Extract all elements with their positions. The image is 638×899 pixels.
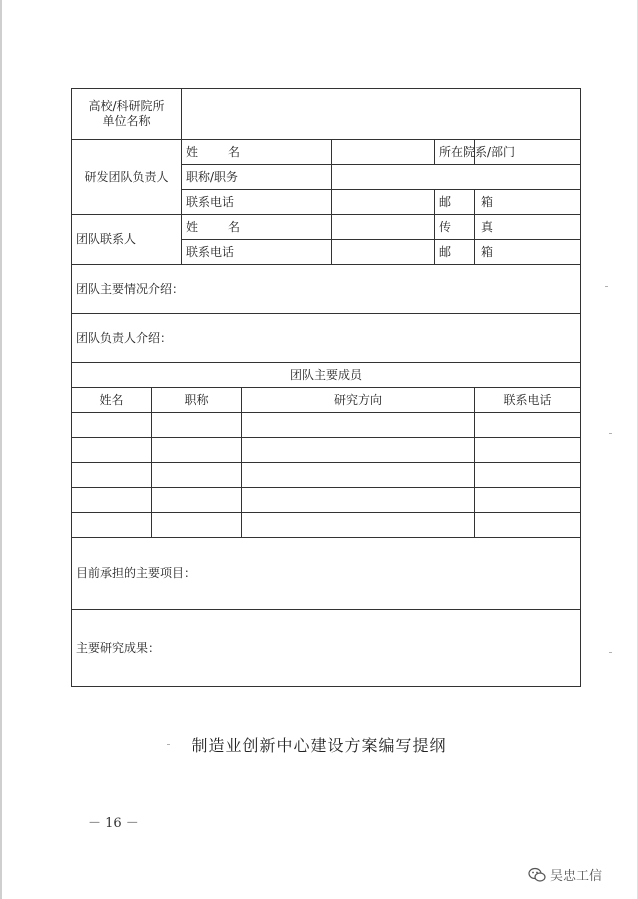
- member-research-cell[interactable]: [242, 488, 475, 513]
- member-col-title: 职称: [152, 388, 242, 413]
- member-research-cell[interactable]: [242, 513, 475, 538]
- unit-name-label: 高校/科研院所 单位名称: [72, 89, 182, 140]
- member-phone-cell[interactable]: [475, 413, 581, 438]
- member-row: [72, 463, 581, 488]
- projects-section[interactable]: 目前承担的主要项目：: [72, 538, 581, 610]
- member-phone-cell[interactable]: [475, 463, 581, 488]
- member-phone-cell[interactable]: [475, 488, 581, 513]
- member-name-cell[interactable]: [72, 488, 152, 513]
- member-research-cell[interactable]: [242, 463, 475, 488]
- member-title-cell[interactable]: [152, 463, 242, 488]
- member-research-cell[interactable]: [242, 413, 475, 438]
- leader-label: 研发团队负责人: [72, 140, 182, 215]
- scan-speck: [609, 652, 612, 653]
- team-intro-section[interactable]: 团队主要情况介绍：: [72, 265, 581, 314]
- member-col-research: 研究方向: [242, 388, 475, 413]
- contact-label: 团队联系人: [72, 215, 182, 265]
- outline-title: 制造业创新中心建设方案编写提纲: [191, 736, 447, 755]
- contact-phone-cell[interactable]: [332, 240, 435, 265]
- wechat-watermark: [528, 865, 602, 884]
- member-research-cell[interactable]: [242, 438, 475, 463]
- leader-intro-section[interactable]: 团队负责人介绍：: [72, 314, 581, 363]
- contact-name-label: 姓 名: [182, 215, 332, 240]
- scan-speck: [609, 433, 612, 434]
- member-row: [72, 413, 581, 438]
- member-title-cell[interactable]: [152, 488, 242, 513]
- members-title: 团队主要成员: [72, 363, 581, 388]
- member-name-cell[interactable]: [72, 413, 152, 438]
- leader-phone-label: 联系电话: [182, 190, 332, 215]
- member-col-name: 姓名: [72, 388, 152, 413]
- member-col-phone: 联系电话: [475, 388, 581, 413]
- leader-dept-label: 所在院系/部门: [435, 140, 475, 165]
- leader-phone-cell[interactable]: [332, 190, 435, 215]
- member-name-cell[interactable]: [72, 513, 152, 538]
- contact-phone-label: 联系电话: [182, 240, 332, 265]
- member-title-cell[interactable]: [152, 438, 242, 463]
- leader-email-label: 邮 箱: [435, 190, 475, 215]
- page-number: － 16 －: [88, 816, 139, 831]
- scan-speck: [605, 286, 608, 287]
- contact-name-cell[interactable]: [332, 215, 435, 240]
- member-name-cell[interactable]: [72, 463, 152, 488]
- contact-email-label: 邮 箱: [435, 240, 475, 265]
- member-phone-cell[interactable]: [475, 513, 581, 538]
- member-title-cell[interactable]: [152, 513, 242, 538]
- watermark-text: 吴忠工信: [550, 869, 603, 884]
- unit-name-cell[interactable]: [182, 89, 581, 140]
- wechat-icon: [528, 867, 546, 883]
- member-title-cell[interactable]: [152, 413, 242, 438]
- leader-name-label: 姓 名: [182, 140, 332, 165]
- team-info-form: [71, 88, 581, 687]
- member-row: [72, 438, 581, 463]
- scan-edge-left: [0, 0, 2, 899]
- contact-fax-label: 传 真: [435, 215, 475, 240]
- member-name-cell[interactable]: [72, 438, 152, 463]
- leader-title-cell[interactable]: [332, 165, 581, 190]
- results-section[interactable]: 主要研究成果：: [72, 610, 581, 687]
- member-row: [72, 513, 581, 538]
- leader-name-cell[interactable]: [332, 140, 435, 165]
- member-phone-cell[interactable]: [475, 438, 581, 463]
- leader-title-label: 职称/职务: [182, 165, 332, 190]
- member-row: [72, 488, 581, 513]
